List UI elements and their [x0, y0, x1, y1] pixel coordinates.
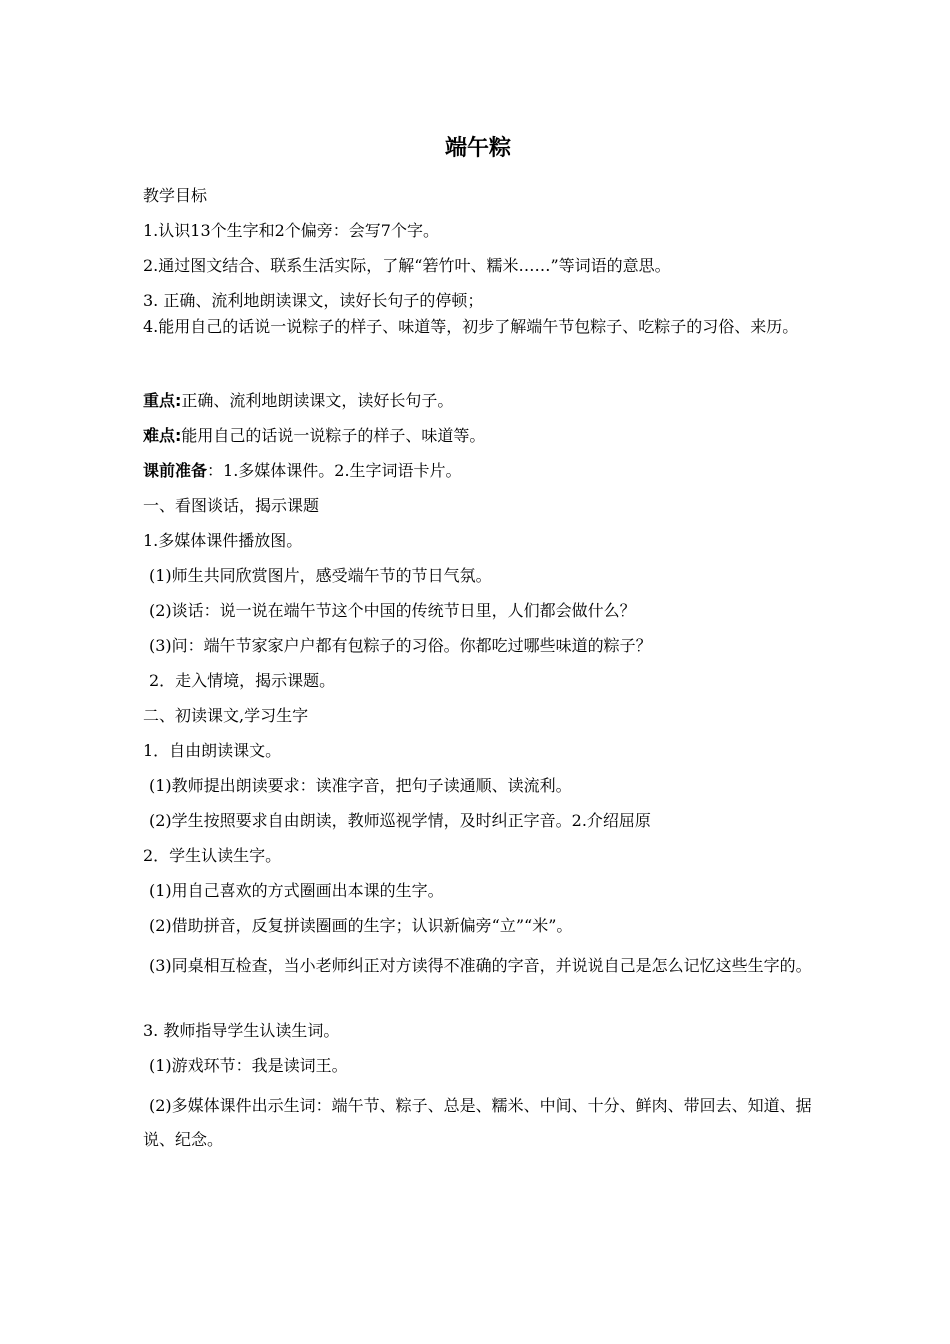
objective-item: 3. 正确、流利地朗读课文，读好长句子的停顿； — [143, 291, 484, 310]
step: 2．走入情境，揭示课题。 — [149, 671, 336, 690]
sub-step: (3)同桌相互检查，当小老师纠正对方读得不准确的字音，并说说自己是怎么记忆这些生字的。 — [149, 956, 812, 975]
document-title: 端午粽 — [444, 136, 511, 161]
section-heading: 一、看图谈话，揭示课题 — [143, 496, 320, 515]
objective-item: 4.能用自己的话说一说粽子的样子、味道等，初步了解端午节包粽子、吃粽子的习俗、来历。 — [143, 317, 799, 336]
sub-step: (1)游戏环节：我是读词王。 — [149, 1056, 348, 1075]
preparation-label: 课前准备 — [143, 461, 208, 480]
section-heading: 二、初读课文,学习生字 — [143, 706, 309, 725]
difficulty — [143, 424, 813, 448]
key-point — [143, 389, 813, 413]
sub-step: (1)用自己喜欢的方式圈画出本课的生字。 — [149, 881, 444, 900]
key-point-label: 重点: — [143, 391, 182, 410]
preparation-text: ：1.多媒体课件。2.生字词语卡片。 — [207, 461, 462, 480]
sub-step: (2)学生按照要求自由朗读，教师巡视学情，及时纠正字音。2.介绍屈原 — [149, 811, 651, 830]
step: 1.多媒体课件播放图。 — [143, 531, 303, 550]
step: 1．自由朗读课文。 — [143, 741, 282, 760]
sub-step: (2)借助拼音，反复拼读圈画的生字；认识新偏旁“立”“米”。 — [149, 916, 573, 935]
key-point-text: 正确、流利地朗读课文，读好长句子。 — [181, 391, 454, 410]
difficulty-text: 能用自己的话说一说粽子的样子、味道等。 — [181, 426, 486, 445]
sub-step: (2)多媒体课件出示生词：端午节、粽子、总是、糯米、中间、十分、鲜肉、带回去、知道、据说、纪念。 — [143, 1096, 812, 1149]
sub-step: (1)教师提出朗读要求：读准字音，把句子读通顺、读流利。 — [149, 776, 572, 795]
difficulty-label: 难点: — [143, 426, 182, 445]
objective-item: 1.认识13个生字和2个偏旁：会写7个字。 — [143, 221, 439, 240]
sub-step: (1)师生共同欣赏图片，感受端午节的节日气氛。 — [149, 566, 492, 585]
preparation — [143, 459, 813, 483]
objectives-heading: 教学目标 — [143, 186, 208, 205]
step: 3. 教师指导学生认读生词。 — [143, 1021, 340, 1040]
step: 2．学生认读生字。 — [143, 846, 282, 865]
objective-item: 2.通过图文结合、联系生活实际，了解“箬竹叶、糯米……”等词语的意思。 — [143, 256, 671, 275]
sub-step: (2)谈话：说一说在端午节这个中国的传统节日里，人们都会做什么？ — [149, 601, 636, 620]
sub-step: (3)问：端午节家家户户都有包粽子的习俗。你都吃过哪些味道的粽子？ — [149, 636, 652, 655]
